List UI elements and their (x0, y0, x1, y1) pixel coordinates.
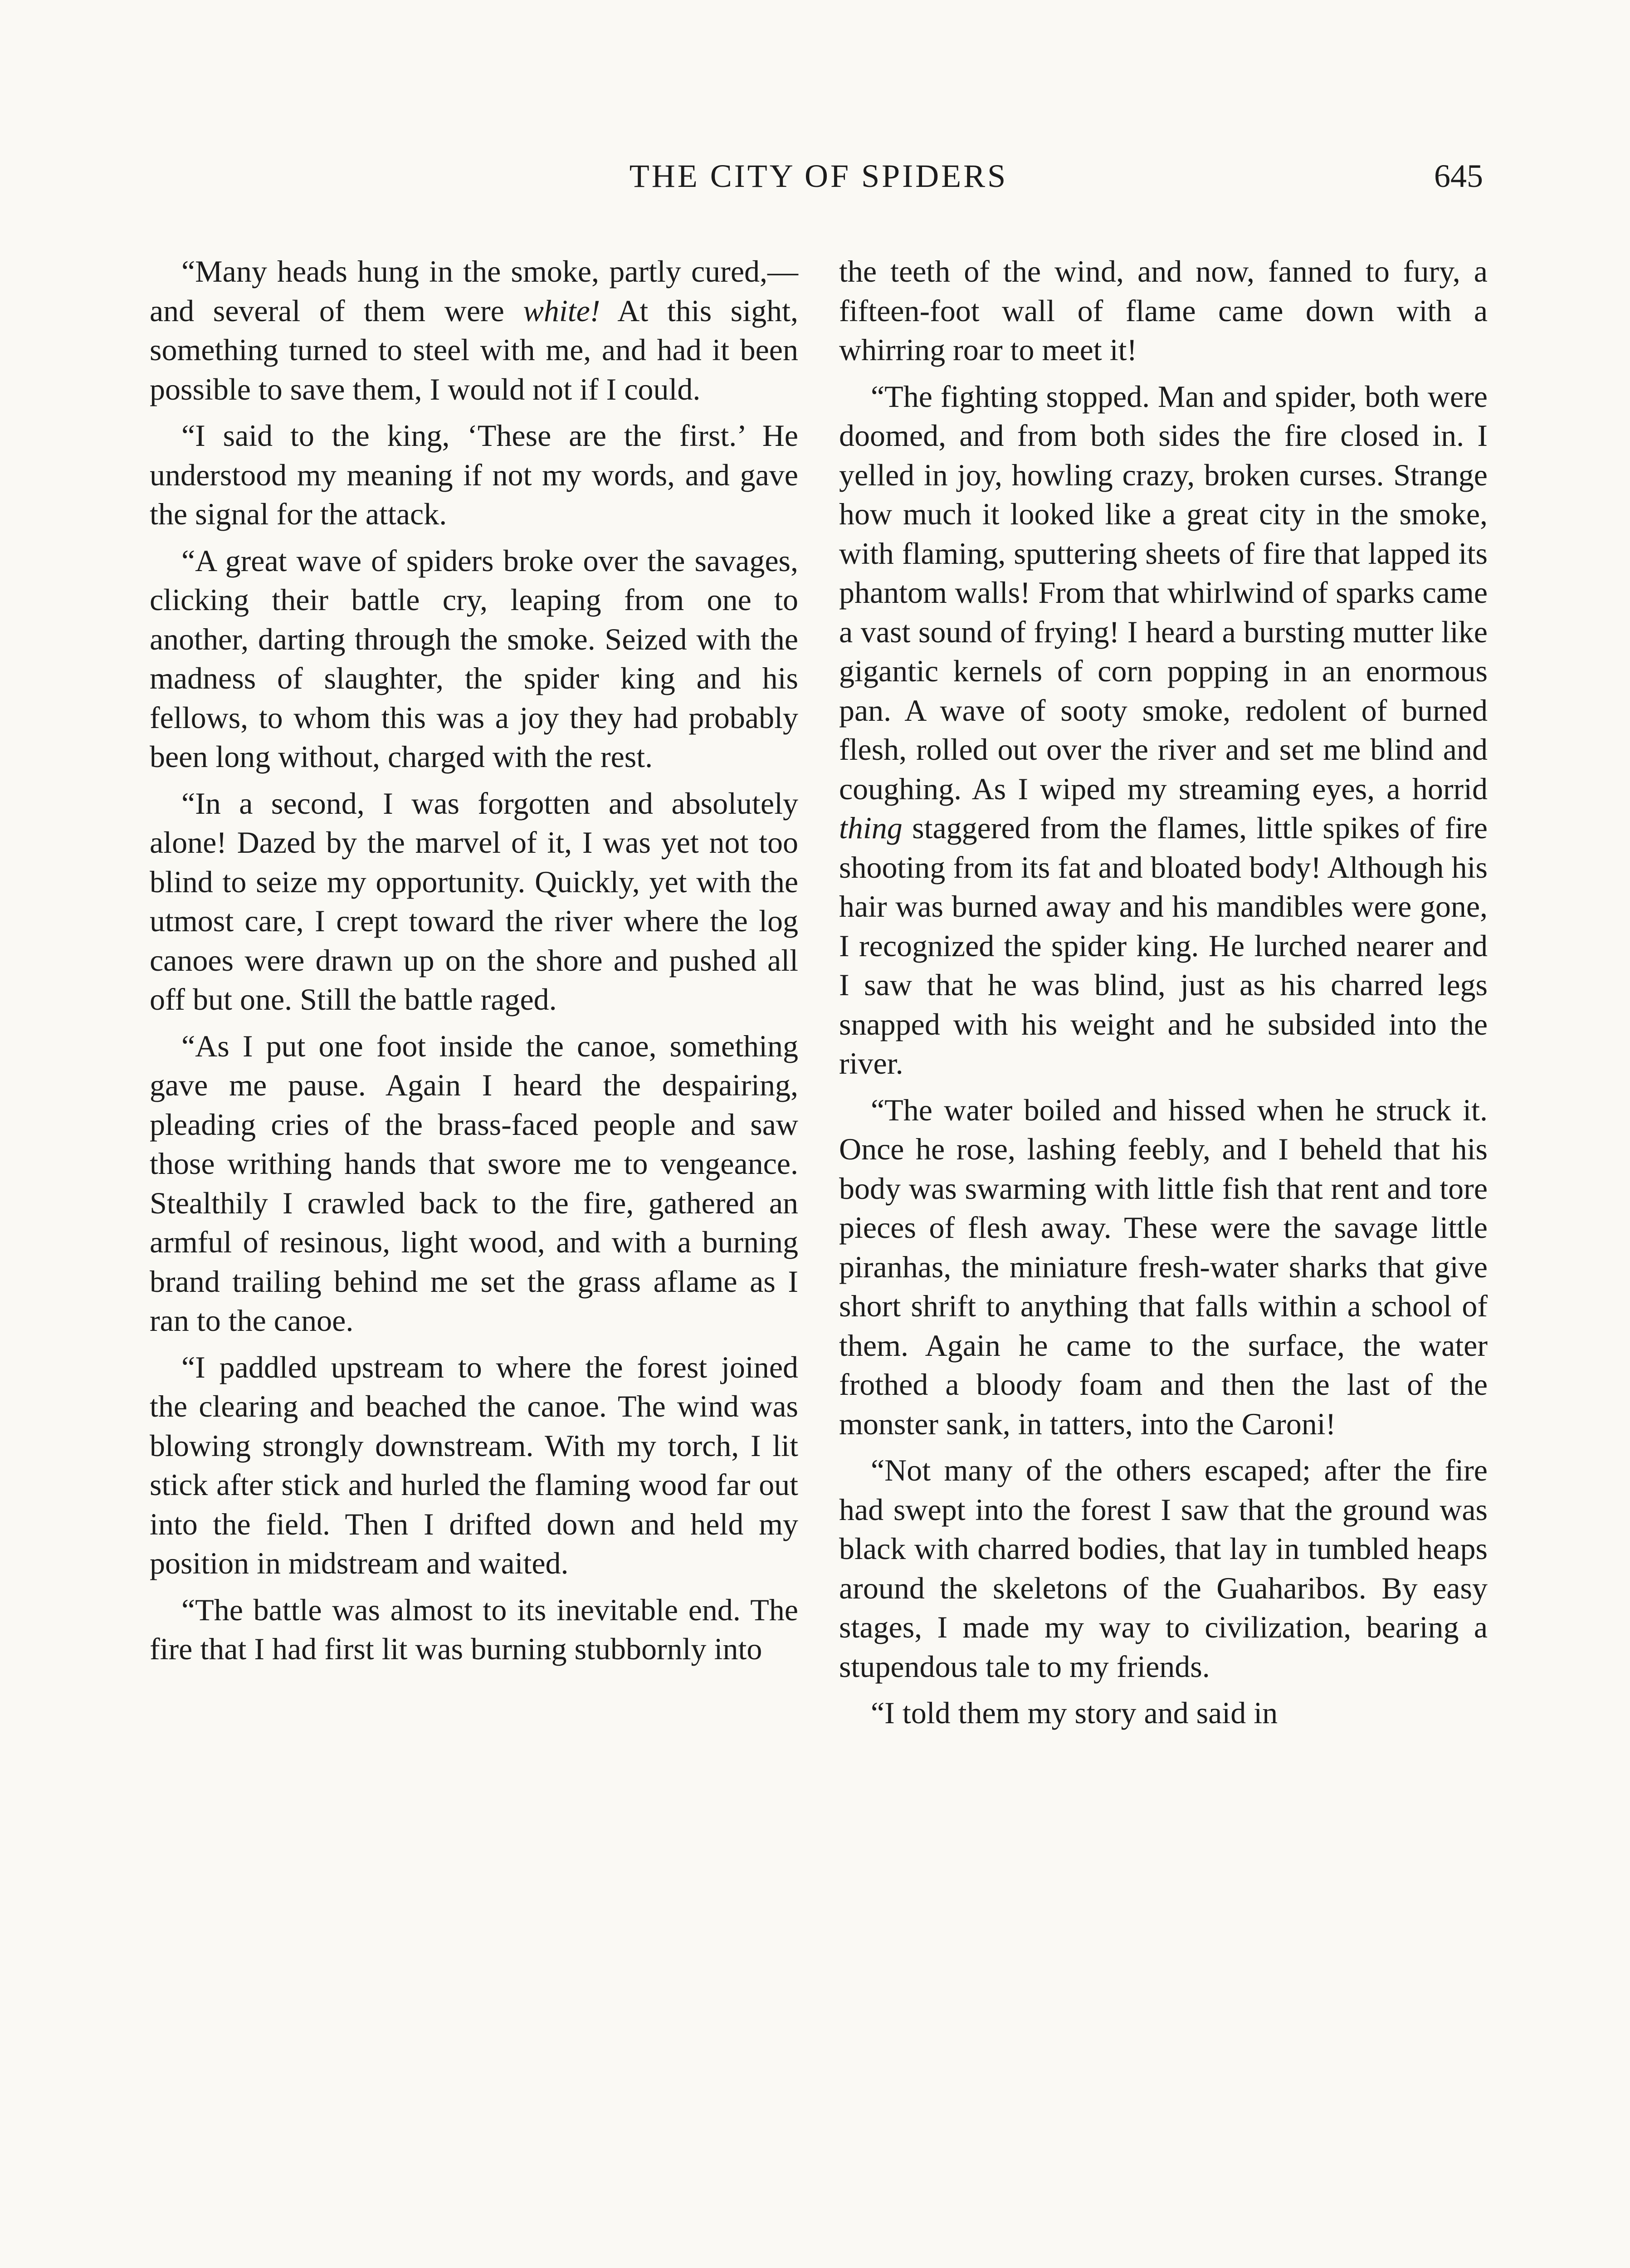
paragraph (150, 1348, 798, 1583)
page-number: 645 (1434, 158, 1483, 194)
paragraph-text: At this sight, something turned to steel with me, and had it been possible to save them, I would not if I could. (150, 293, 799, 406)
paragraph-text: “I told them my story and said in (871, 1696, 1278, 1730)
left-column (150, 252, 798, 2268)
paragraph (150, 1026, 798, 1340)
paragraph (839, 1693, 1488, 1733)
emphasis-text: white! (523, 293, 600, 328)
paragraph-text: “As I put one foot inside the canoe, something gave me pause. Again I heard the despairing, pleading cries of the brass-faced people and saw those writhing hands that swore me to vengeance. Stealthily I crawled back to the fire, gathered an armful of resinous, light wood, and with a burning brand trailing behind me set the grass aflame as I ran to the canoe. (150, 1028, 798, 1338)
paragraph-text: “In a second, I was forgotten and absolutely alone! Dazed by the marvel of it, I was yet not too blind to seize my opportunity. Quickly, yet with the utmost care, I crept toward the river where the log canoes were drawn up on the shore and pushed all off but one. Still the battle raged. (150, 786, 798, 1017)
text-columns (150, 252, 1488, 2268)
paragraph-text: “A great wave of spiders broke over the savages, clicking their battle cry, leaping from one to another, darting through the smoke. Seized with the madness of slaughter, the spider king and his fellows, to whom this was a joy they had probably been long without, charged with the rest. (150, 543, 798, 774)
paragraph (150, 252, 798, 409)
paragraph-text: the teeth of the wind, and now, fanned to fury, a fifteen-foot wall of flame came down with a whirring roar to meet it! (839, 254, 1488, 367)
running-head: THE CITY OF SPIDERS (629, 158, 1008, 194)
paragraph-text: staggered from the flames, little spikes of fire shooting from its fat and bloated body! Although his hair was burned away and his mandibles were gone, I recognized the spider king. He lurched nearer and I saw that he was blind, just as his charred legs snapped with his weight and he subsided into the river. (839, 811, 1488, 1080)
paragraph-text: “The water boiled and hissed when he struck it. Once he rose, lashing feebly, and I beheld that his body was swarming with little fish that rent and tore pieces of flesh away. These were the savage little piranhas, the miniature fresh-water sharks that give short shrift to anything that falls within a school of them. Again he came to the surface, the water frothed a bloody foam and then the last of the monster sank, in tatters, into the Caroni! (839, 1092, 1488, 1441)
paragraph (150, 416, 798, 534)
paragraph-text: “I paddled upstream to where the forest joined the clearing and beached the canoe. The wind was blowing strongly downstream. With my torch, I lit stick after stick and hurled the flaming wood far out into the field. Then I drifted down and held my position in midstream and waited. (150, 1349, 798, 1580)
paragraph (150, 541, 798, 777)
paragraph (839, 1451, 1488, 1686)
paragraph (839, 377, 1488, 1083)
emphasis-text: thing (839, 811, 903, 845)
paragraph-text: “The fighting stopped. Man and spider, both were doomed, and from both sides the fire closed in. I yelled in joy, howling crazy, broken curses. Strange how much it looked like a great city in the smoke, with flaming, sputtering sheets of fire that lapped its phantom walls! From that whirlwind of sparks came a vast sound of frying! I heard a bursting mutter like gigantic kernels of corn popping in an enormous pan. A wave of sooty smoke, redolent of burned flesh, rolled out over the river and set me blind and coughing. As I wiped my streaming eyes, a horrid (839, 379, 1488, 806)
paragraph (150, 784, 798, 1019)
paragraph-text: “Many heads hung in the smoke, partly cured,—and several of them were (150, 254, 798, 328)
right-column (839, 252, 1488, 2268)
paragraph (839, 1090, 1488, 1444)
paragraph-text: “Not many of the others escaped; after the fire had swept into the forest I saw that the ground was black with charred bodies, that lay in tumbled heaps around the skeletons of the Guaharibos. By easy stages, I made my way to civilization, bearing a stupendous tale to my friends. (839, 1453, 1488, 1684)
paragraph-text: “I said to the king, ‘These are the first.’ He understood my meaning if not my words, and gave the signal for the attack. (150, 418, 798, 531)
page-header (154, 153, 1483, 203)
paragraph (839, 252, 1488, 370)
paragraph (150, 1590, 798, 1669)
paragraph-text: “The battle was almost to its inevitable end. The fire that I had first lit was burning stubbornly into (150, 1592, 798, 1666)
